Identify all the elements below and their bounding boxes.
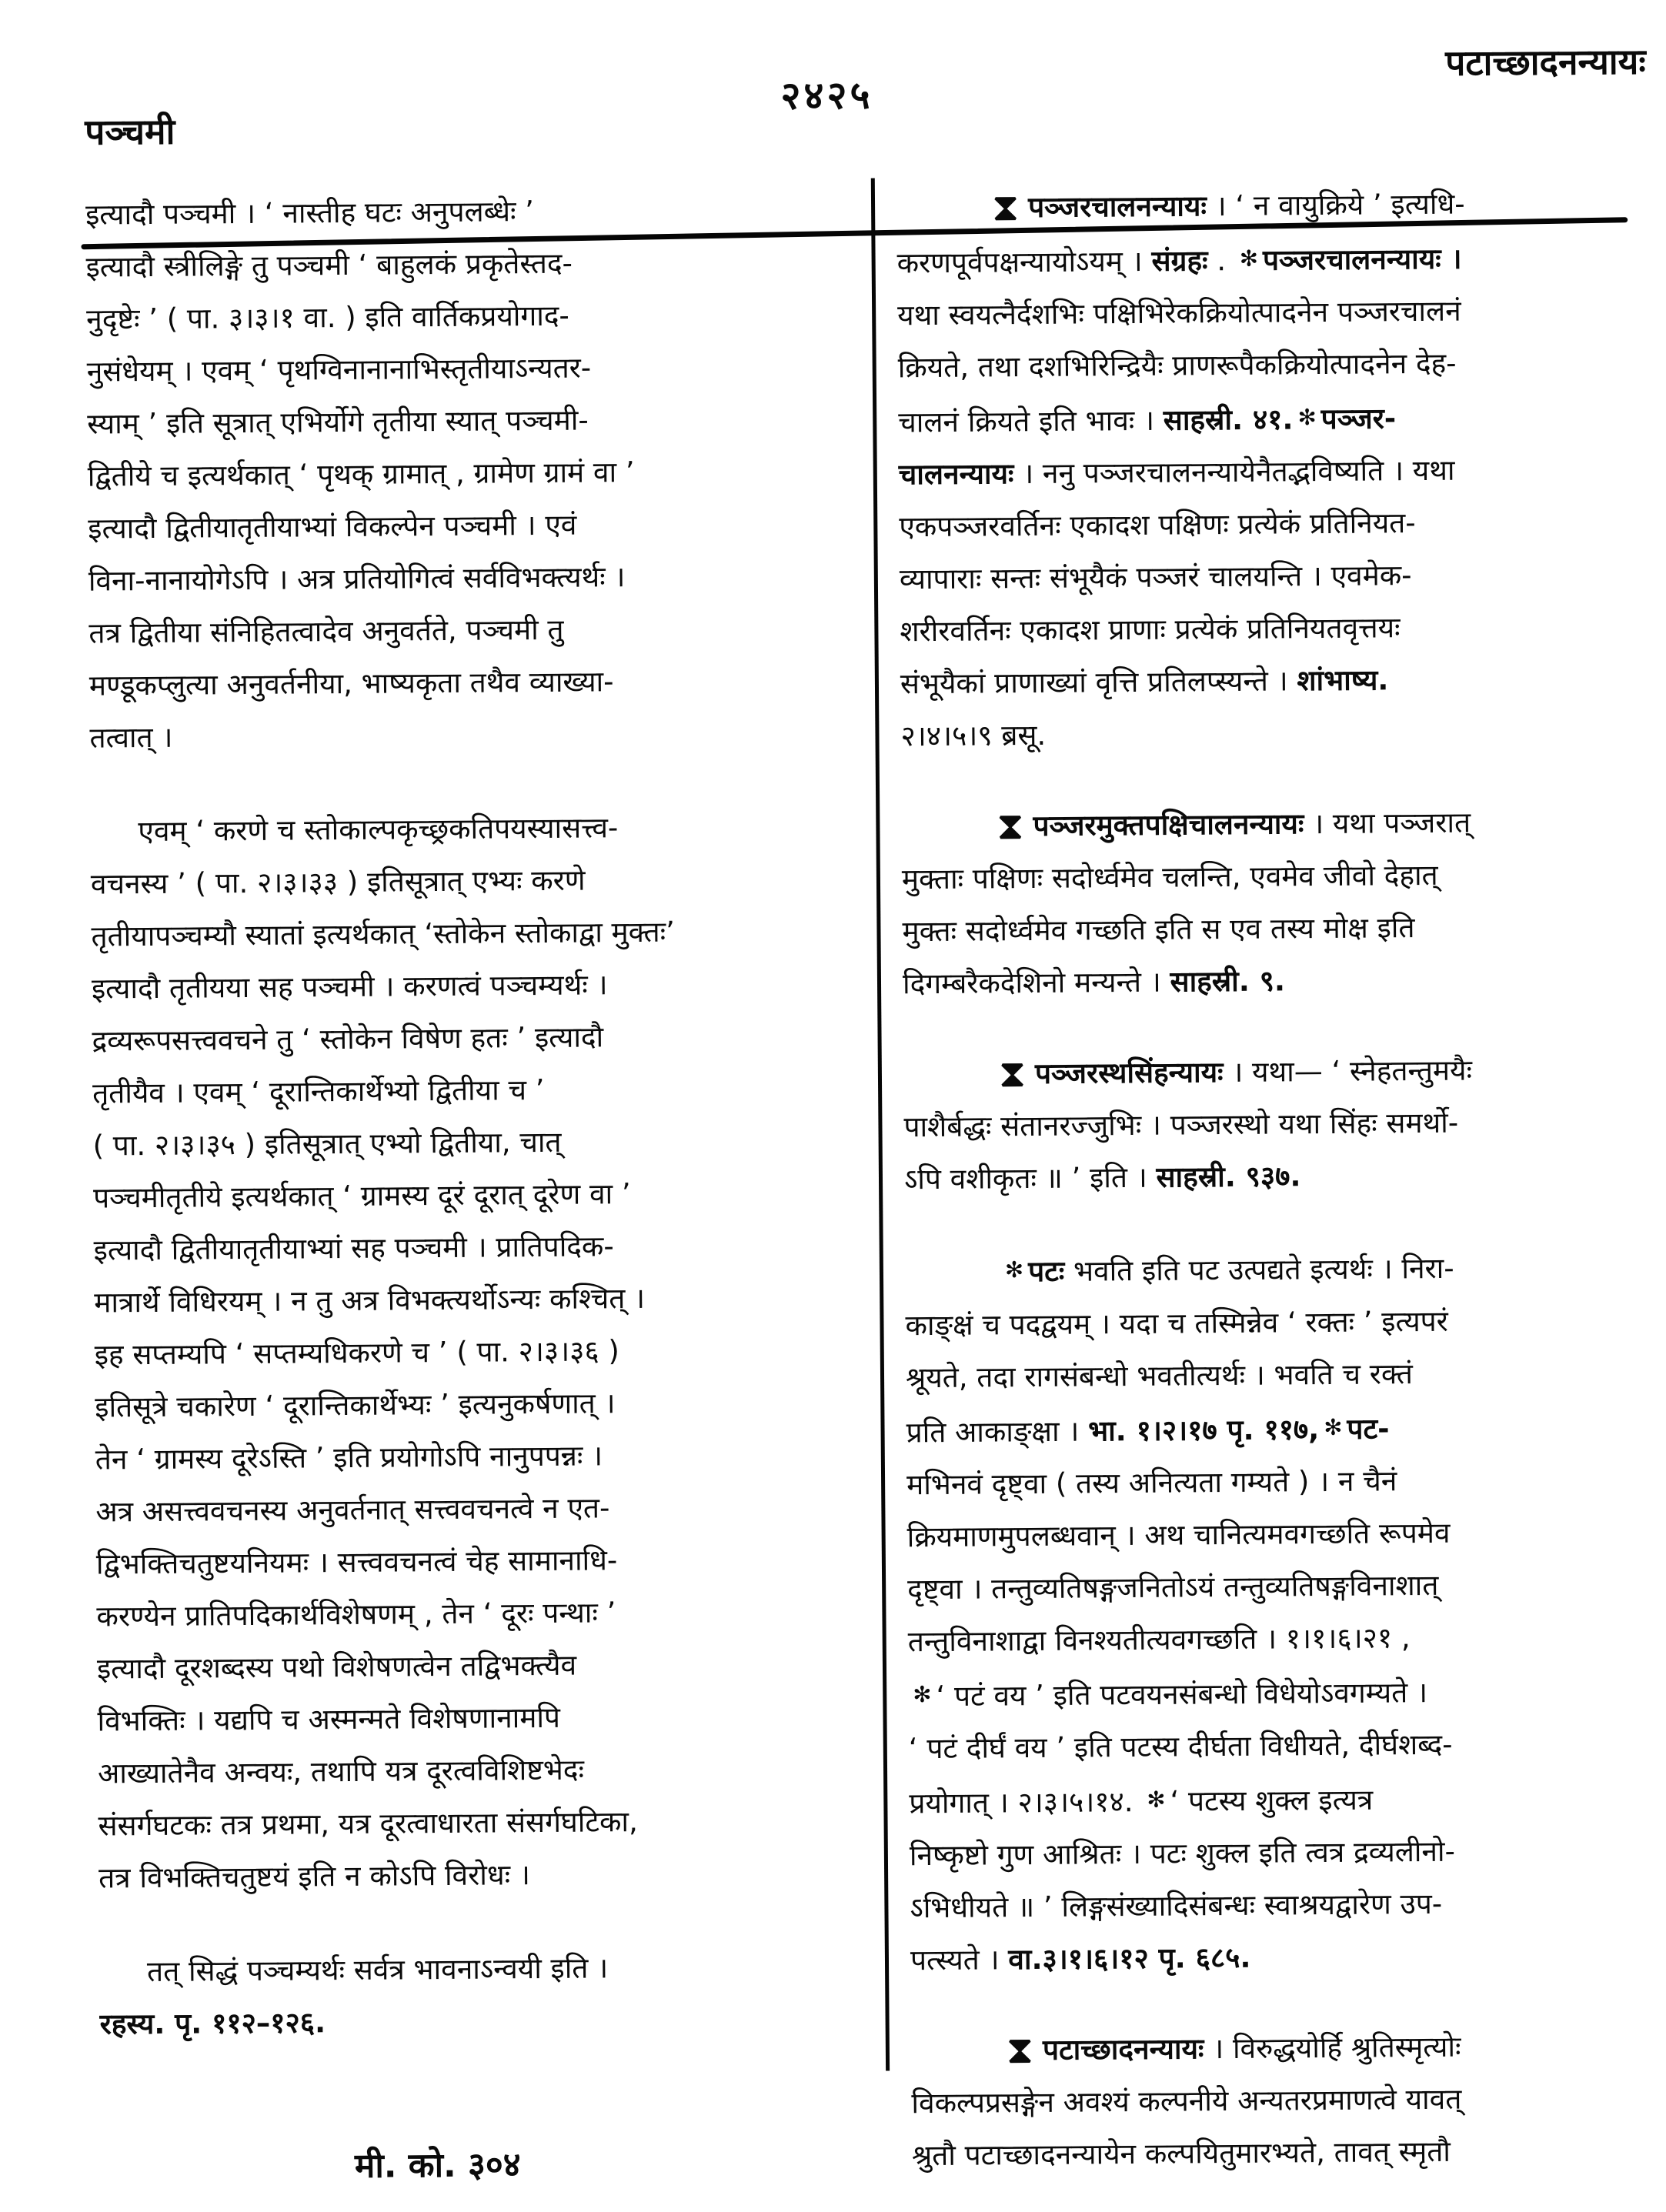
headword-text: वा.३।१।६।१२ पृ. ६८५. — [1008, 1940, 1251, 1977]
column-right — [896, 177, 1666, 2212]
paragraph — [901, 796, 1661, 1011]
text-segment: तत्र द्वितीया संनिहितत्वादेव अनुवर्तते, पञ्चमी तु — [88, 612, 564, 650]
text-segment: नुसंधेयम् । एवम् ‘ पृथग्विनानानाभिस्तृतीयाऽन्यतर- — [86, 351, 592, 389]
text-line — [903, 953, 1661, 1011]
text-segment: करणपूर्वपक्षन्यायोऽयम् । — [896, 244, 1152, 280]
text-segment: ‘ पटं वय ’ इति पटवयनसंबन्धो विधेयोऽवगम्यते । — [936, 1675, 1428, 1713]
text-line — [906, 1398, 1664, 1459]
text-segment: दिगम्बरैकदेशिनो मन्यन्ते । — [902, 965, 1170, 1001]
text-segment: इत्यादौ तृतीयया सह पञ्चमी । करणत्वं पञ्चम्यर्थः । — [91, 968, 608, 1006]
text-segment: । यथा पञ्जरात् — [1304, 806, 1471, 841]
text-line — [97, 1637, 873, 1696]
text-line — [88, 497, 864, 556]
text-segment: । ‘ न वायुक्रिये ’ इत्यधि- — [1206, 187, 1465, 223]
text-line — [92, 1009, 868, 1068]
text-line — [896, 229, 1655, 290]
text-segment: इत्यादौ दूरशब्दस्य पथो विशेषणत्वेन तद्विभक्त्यैव — [96, 1648, 577, 1686]
footer-signature: मी. को. ३०४ — [354, 2145, 521, 2186]
entry-ornament-icon: ⧗ — [998, 1051, 1027, 1096]
text-segment: स्याम् ’ इति सूत्रात् एभिर्योगे तृतीया स्यात् पञ्चमी- — [87, 403, 589, 441]
text-line — [909, 1769, 1666, 1830]
text-line — [899, 443, 1658, 502]
text-segment: विभक्तिः । यद्यपि च अस्मन्मते विशेषणानामपि — [97, 1700, 561, 1738]
text-line — [91, 852, 867, 911]
text-line — [902, 848, 1661, 906]
text-line — [909, 1717, 1666, 1775]
text-segment: विना-नानायोगेऽपि । अत्र प्रतियोगित्वं सर्वविभक्त्यर्थः । — [88, 560, 626, 598]
entry-ornament-icon: ⧗ — [1006, 2027, 1034, 2073]
text-segment: विकल्पप्रसङ्गेन अवश्यं कल्पनीये अन्यतरप्रमाणत्वे यावत् — [911, 2082, 1462, 2120]
headword-text: पञ्जरस्थसिंहन्यायः — [1034, 1056, 1224, 1091]
text-line — [911, 2020, 1666, 2078]
text-segment: ‘ पटस्य शुक्ल इत्यत्र — [1170, 1783, 1374, 1818]
text-segment: तृतीयैव । एवम् ‘ दूरान्तिकार्थेभ्यो द्वितीया च ’ — [92, 1073, 545, 1110]
paragraph — [90, 800, 874, 1905]
text-line — [85, 235, 862, 294]
text-segment: निष्कृष्टो गुण आश्रितः । पटः शुक्ल इति त्वत्र द्रव्यलीनो- — [909, 1834, 1456, 1873]
text-line — [99, 1940, 876, 1999]
text-line — [910, 1877, 1666, 1935]
text-segment: तत्वात् । — [89, 720, 173, 755]
text-segment: इत्यादौ द्वितीयातृतीयाभ्यां विकल्पेन पञ्चमी । एवं — [88, 508, 577, 545]
text-segment: द्रव्यरूपसत्त्ववचने तु ‘ स्तोकेन विषेण हतः ’ इत्यादौ — [92, 1020, 604, 1058]
text-line — [899, 495, 1658, 554]
header-catchword-right: पटाच्छादनन्यायः — [1445, 40, 1646, 84]
star-marker-icon: ✻ — [1239, 245, 1259, 272]
headword-text: साहस्री. ४१. — [1163, 402, 1294, 437]
text-segment: ‘ पटं दीर्घं वय ’ इति पटस्य दीर्घता विधीयते, दीर्घशब्द- — [908, 1727, 1453, 1766]
text-segment: इत्यादौ द्वितीयातृतीयाभ्यां सह पञ्चमी । प्रातिपदिक- — [93, 1229, 614, 1267]
headword-text: पञ्जरमुक्तपक्षिचालनन्यायः — [1033, 807, 1304, 843]
text-segment: एकपञ्जरवर्तिनः एकादश पक्षिणः प्रत्येकं प्रतिनियत- — [899, 506, 1416, 544]
text-line — [907, 1610, 1666, 1668]
headword-text: चालनन्यायः — [898, 457, 1014, 492]
text-segment: पत्स्यते । — [910, 1943, 1009, 1977]
text-line — [95, 1323, 871, 1382]
text-segment: इत्यादौ पञ्चमी । ‘ नास्तीह घटः अनुपलब्धेः ’ — [85, 195, 535, 232]
text-segment: प्रयोगात् । २।३।५।१४. — [909, 1785, 1143, 1820]
text-line — [98, 1794, 874, 1853]
text-segment: अत्र असत्त्ववचनस्य अनुवर्तनात् सत्त्ववचनत्वे न एत- — [95, 1491, 610, 1529]
text-line — [905, 1293, 1664, 1352]
text-line — [95, 1428, 872, 1486]
text-line — [87, 392, 863, 451]
text-segment: पञ्चमीतृतीये इत्यर्थकात् ‘ ग्रामस्य दूरं दूरात् दूरेण वा ’ — [92, 1177, 631, 1215]
text-segment: इह सप्तम्यपि ‘ सप्तम्यधिकरणे च ’ ( पा. २।३।३६ ) — [94, 1334, 620, 1372]
paragraph — [911, 2020, 1666, 2183]
entry-ornament-icon: ⧗ — [997, 803, 1024, 849]
headword-text: पट- — [1347, 1412, 1390, 1446]
text-line — [900, 652, 1659, 711]
text-line — [904, 1148, 1663, 1206]
text-segment: तत्र विभक्तिचतुष्टयं इति न कोऽपि विरोधः । — [98, 1858, 531, 1895]
column-left — [85, 183, 876, 2093]
star-marker-icon: ✻ — [1004, 1256, 1024, 1283]
text-line — [908, 1662, 1666, 1723]
text-line — [95, 1480, 872, 1539]
text-segment: शरीरवर्तिनः एकादश प्राणाः प्रत्येकं प्रतिनियतवृत्तयः — [900, 611, 1401, 649]
text-segment: नुदृष्टेः ’ ( पा. ३।३।१ वा. ) इति वार्तिकप्रयोगाद- — [86, 299, 569, 336]
text-line — [88, 445, 864, 503]
headword-text: पटाच्छादनन्यायः — [1042, 2032, 1204, 2067]
text-line — [89, 654, 866, 712]
text-segment: मभिनवं दृष्ट्वा ( तस्य अनित्यता गम्यते ) । न चैनं — [906, 1464, 1397, 1502]
text-segment: श्रूयते, तदा रागसंबन्धो भवतीत्यर्थः । भवति च रक्तं — [905, 1356, 1414, 1394]
text-line — [95, 1376, 871, 1434]
text-line — [906, 1505, 1665, 1563]
page-number: २४२५ — [780, 72, 873, 118]
text-segment: तृतीयापञ्चम्यौ स्यातां इत्यर्थकात् ‘स्तोकेन स्तोकाद्वा मुक्तः’ — [91, 915, 676, 953]
text-segment: । ननु पञ्जरचालनन्यायेनैतद्भविष्यति । यथा — [1013, 454, 1455, 491]
text-segment: चालनं क्रियते इति भावः । — [898, 403, 1164, 439]
text-line — [902, 900, 1661, 959]
text-line — [900, 705, 1659, 763]
text-line — [896, 177, 1655, 235]
text-line — [897, 336, 1656, 395]
star-marker-icon: ✻ — [1147, 1786, 1166, 1813]
text-line — [903, 1096, 1662, 1154]
text-segment: मुक्तः सदोर्ध्वमेव गच्छति इति स एव तस्य मोक्ष इति — [902, 911, 1415, 949]
text-line — [88, 602, 865, 660]
text-segment: आख्यातेनैव अन्वयः, तथापि यत्र दूरत्वविशिष्टभेदः — [97, 1753, 585, 1790]
text-line — [910, 1824, 1666, 1883]
text-segment: द्विभक्तिचतुष्टयनियमः । सत्त्ववचनत्वं चेह सामानाधि- — [95, 1543, 618, 1581]
text-line — [89, 706, 866, 765]
text-segment: . — [1207, 244, 1235, 278]
text-line — [906, 1346, 1664, 1404]
text-line — [93, 1166, 870, 1225]
headword-text: पञ्जरचालनन्यायः — [1027, 189, 1207, 224]
text-segment: प्रति आकाङ्क्षा । — [906, 1414, 1089, 1450]
text-line — [99, 1993, 876, 2051]
text-segment: यथा स्वयत्नैर्दशभिः पक्षिभिरेकक्रियोत्पादनेन पञ्जरचालनं — [897, 294, 1461, 332]
star-marker-icon: ✻ — [1297, 404, 1317, 431]
text-line — [96, 1585, 873, 1643]
text-segment: पाशैर्बद्धः संतानरज्जुभिः । पञ्जरस्थो यथा सिंहः समर्थो- — [903, 1106, 1459, 1144]
entry-ornament-icon: ⧗ — [991, 185, 1020, 230]
text-segment: करण्येन प्रातिपदिकार्थविशेषणम् , तेन ‘ दूरः पन्थाः ’ — [96, 1596, 616, 1633]
column-divider — [871, 178, 890, 2071]
text-segment: ऽपि वशीकृतः ॥ ’ इति । — [903, 1161, 1157, 1196]
text-line — [900, 548, 1658, 606]
headword-text: संग्रहः — [1151, 244, 1208, 278]
text-segment: द्वितीये च इत्यर्थकात् ‘ पृथक् ग्रामात् , ग्रामेण ग्रामं वा ’ — [87, 455, 635, 493]
text-line — [97, 1690, 873, 1748]
text-segment: इतिसूत्रे चकारेण ‘ दूरान्तिकार्थेभ्यः ’ इत्यनुकर्षणात् । — [95, 1386, 616, 1424]
text-line — [96, 1533, 873, 1591]
headword-text: शांभाष्य. — [1297, 663, 1389, 698]
text-line — [93, 1219, 870, 1277]
paragraph — [896, 177, 1659, 763]
text-segment: क्रियते, तथा दशभिरिन्द्रियैः प्राणरूपैकक्रियोत्पादनेन देह- — [897, 346, 1457, 385]
text-segment: श्रुतौ पटाच्छादनन्यायेन कल्पयितुमारभ्यते, तावत् स्मृतौ — [911, 2134, 1451, 2173]
text-segment: भवति इति पट उत्पद्यते इत्यर्थः । निरा- — [1064, 1252, 1454, 1289]
text-line — [912, 2124, 1666, 2183]
headword-text: साहस्री. ९३७. — [1156, 1159, 1301, 1195]
text-segment: एवम् ‘ करणे च स्तोकाल्पकृच्छ्रकतिपयस्यासत्त्व- — [138, 811, 619, 849]
text-line — [92, 1114, 869, 1173]
text-segment: दृष्ट्वा । तन्तुव्यतिषङ्गजनितोऽयं तन्तुव्यतिषङ्गविनाशात् — [907, 1568, 1439, 1606]
star-marker-icon: ✻ — [1324, 1413, 1343, 1440]
text-segment: व्यापाराः सन्तः संभूयैकं पञ्जरं चालयन्ति । एवमेक- — [899, 559, 1412, 596]
text-segment: काङ्क्षं च पदद्वयम् । यदा च तस्मिन्नेव ‘ रक्तः ’ इत्यपरं — [905, 1304, 1449, 1342]
text-segment: क्रियमाणमुपलब्धवान् । अथ चानित्यमवगच्छति रूपमेव — [906, 1516, 1451, 1554]
text-segment: । विरुद्धयोर्हि श्रुतिस्मृत्योः — [1204, 2030, 1461, 2066]
text-segment: ( पा. २।३।३५ ) इतिसूत्रात् एभ्यो द्वितीया, चात् — [92, 1125, 562, 1163]
text-line — [86, 288, 863, 346]
paragraph — [903, 1043, 1663, 1206]
header-catchword-left: पञ्चमी — [85, 110, 175, 153]
headword-text: साहस्री. ९. — [1170, 964, 1286, 999]
paragraph — [85, 183, 866, 765]
text-line — [98, 1742, 874, 1800]
text-segment: संसर्गघटकः तत्र प्रथमा, यत्र दूरत्वाधारता संसर्गघटिका, — [98, 1805, 638, 1843]
star-marker-icon: ✻ — [913, 1680, 932, 1707]
headword-text: भा. १।२।१७ पृ. ११७, — [1087, 1412, 1320, 1448]
text-line — [88, 549, 865, 608]
text-segment: तन्तुविनाशाद्वा विनश्यतीत्यवगच्छति । १।१।६।२१ , — [907, 1620, 1411, 1659]
text-line — [910, 1929, 1666, 1987]
headword-text: पटः — [1027, 1255, 1065, 1289]
text-line — [86, 340, 863, 399]
text-line — [94, 1271, 870, 1330]
paragraph — [99, 1940, 876, 2051]
text-line — [911, 2072, 1666, 2130]
text-line — [898, 389, 1657, 449]
text-segment: संभूयैकां प्राणाख्यां वृत्ति प्रतिलप्स्यन्ते । — [900, 664, 1297, 701]
text-line — [85, 183, 862, 242]
text-line — [907, 1557, 1666, 1616]
text-line — [901, 796, 1660, 854]
text-line — [905, 1239, 1664, 1300]
text-line — [92, 957, 868, 1016]
text-segment: मुक्ताः पक्षिणः सदोर्ध्वमेव चलन्ति, एवमेव जीवो देहात् — [901, 859, 1438, 896]
text-line — [90, 800, 866, 859]
paragraph — [905, 1239, 1666, 1987]
text-segment: तत् सिद्धं पञ्चम्यर्थः सर्वत्र भावनाऽन्वयी इति । — [146, 1951, 609, 1989]
text-segment: २।४।५।९ ब्रसू. — [900, 719, 1047, 753]
text-segment: मण्डूकप्लुत्या अनुवर्तनीया, भाष्यकृता तथैव व्याख्या- — [88, 665, 614, 702]
headword-text: पञ्जर- — [1320, 402, 1397, 436]
text-segment: इत्यादौ स्त्रीलिङ्गे तु पञ्चमी ‘ बाहुलकं प्रकृतेस्तद- — [85, 246, 573, 284]
text-line — [900, 600, 1658, 659]
headword-text: पञ्जरचालनन्यायः । — [1262, 242, 1462, 277]
text-segment: । यथा— ‘ स्नेहतन्तुमयैः — [1223, 1053, 1473, 1089]
text-line — [906, 1453, 1665, 1511]
text-segment: तेन ‘ ग्रामस्य दूरेऽस्ति ’ इति प्रयोगोऽपि नानुपपन्नः । — [95, 1439, 603, 1476]
text-segment: ऽभिधीयते ॥ ’ लिङ्गसंख्यादिसंबन्धः स्वाश्रयद्वारेण उप- — [910, 1887, 1443, 1925]
text-line — [98, 1847, 875, 1905]
text-line — [903, 1043, 1662, 1102]
headword-text: रहस्य. पृ. ११२–१२६. — [99, 2006, 326, 2041]
text-line — [92, 1062, 869, 1120]
text-segment: मात्रार्थे विधिरयम् । न तु अत्र विभक्त्यर्थोऽन्यः कश्चित् । — [94, 1281, 646, 1320]
text-segment: वचनस्य ’ ( पा. २।३।३३ ) इतिसूत्रात् एभ्यः करणे — [90, 863, 586, 901]
text-line — [897, 284, 1656, 342]
text-line — [91, 905, 867, 963]
